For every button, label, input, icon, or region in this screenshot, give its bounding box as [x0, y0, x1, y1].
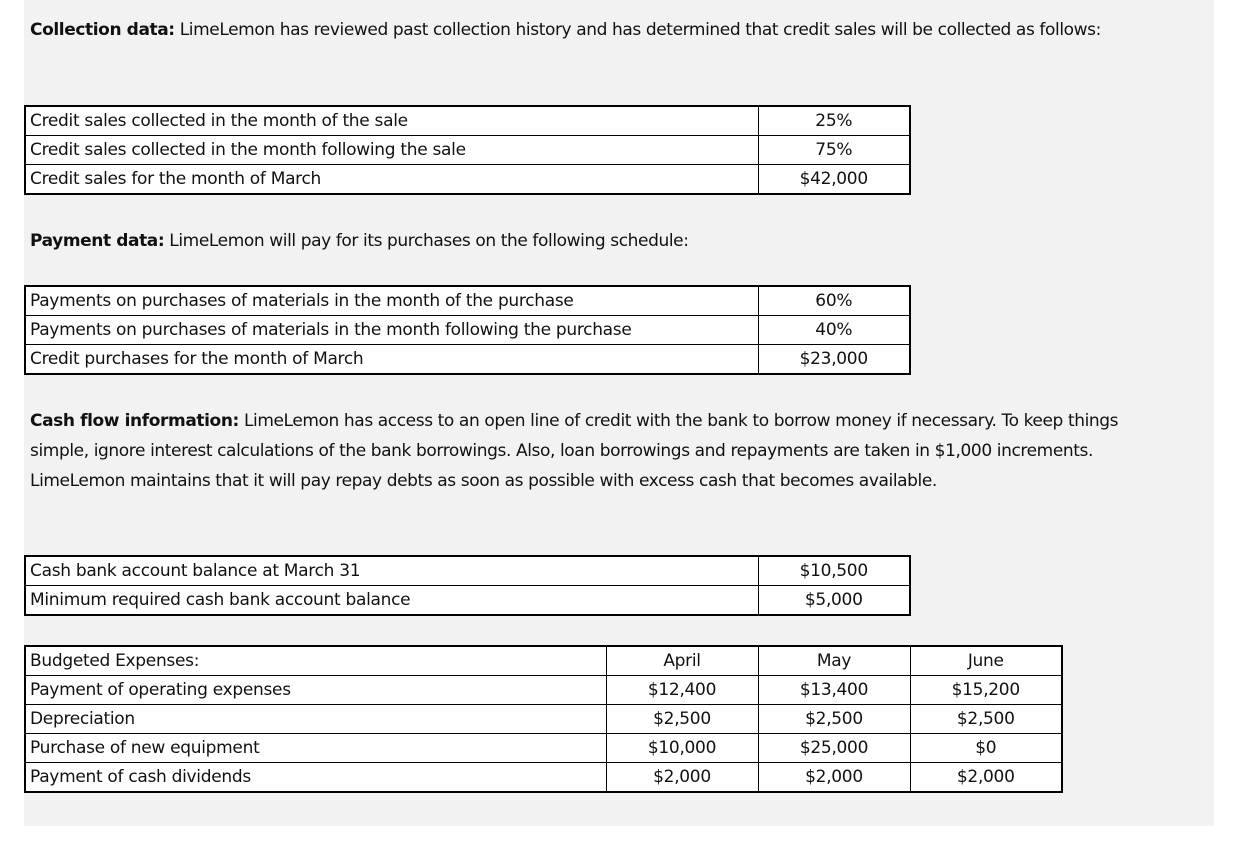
- column-header-april: April: [606, 646, 758, 676]
- cash-balance-table: [24, 555, 911, 616]
- table-row: [25, 286, 910, 316]
- collection-heading: Collection data:: [30, 20, 175, 40]
- expense-june: $2,500: [910, 705, 1062, 734]
- cashflow-text-1: LimeLemon has access to an open line of credit with the bank to borrow money if necessary. To keep things: [243, 411, 1119, 431]
- collection-value: 75%: [758, 136, 910, 165]
- collection-label: Credit sales collected in the month of the sale: [25, 106, 758, 136]
- cash-balance-label: Cash bank account balance at March 31: [25, 556, 758, 586]
- table-row: [25, 763, 1062, 793]
- payment-text: LimeLemon will pay for its purchases on the following schedule:: [169, 231, 689, 251]
- payment-label: Payments on purchases of materials in the month of the purchase: [25, 286, 758, 316]
- expense-may: $2,500: [758, 705, 910, 734]
- table-row: [25, 136, 910, 165]
- cash-balance-value: $10,500: [758, 556, 910, 586]
- column-header-june: June: [910, 646, 1062, 676]
- collection-label: Credit sales collected in the month following the sale: [25, 136, 758, 165]
- table-row: [25, 345, 910, 375]
- budgeted-expenses-table: [24, 645, 1063, 793]
- table-row: [25, 106, 910, 136]
- table-row: [25, 316, 910, 345]
- collection-paragraph: [30, 15, 1101, 45]
- cash-balance-value: $5,000: [758, 586, 910, 616]
- expense-label: Payment of operating expenses: [25, 676, 606, 705]
- payment-paragraph: [30, 226, 689, 256]
- expense-label: Payment of cash dividends: [25, 763, 606, 793]
- cashflow-line-2: simple, ignore interest calculations of the bank borrowings. Also, loan borrowings and repayments are taken in $1,000 increments.: [30, 441, 1093, 461]
- payment-value: 40%: [758, 316, 910, 345]
- collection-text: LimeLemon has reviewed past collection history and has determined that credit sales will be collected as follows:: [179, 20, 1101, 40]
- expense-april: $12,400: [606, 676, 758, 705]
- cashflow-paragraph: [30, 406, 1118, 496]
- expense-april: $2,500: [606, 705, 758, 734]
- expenses-header-label: Budgeted Expenses:: [25, 646, 606, 676]
- payment-table: [24, 285, 911, 375]
- collection-value: 25%: [758, 106, 910, 136]
- cashflow-heading: Cash flow information:: [30, 411, 239, 431]
- cashflow-line-1: [30, 406, 1118, 436]
- expense-may: $25,000: [758, 734, 910, 763]
- expense-may: $2,000: [758, 763, 910, 793]
- cashflow-line-3: LimeLemon maintains that it will pay repay debts as soon as possible with excess cash that becomes available.: [30, 471, 937, 491]
- collection-table: [24, 105, 911, 195]
- table-row: [25, 165, 910, 195]
- table-row: [25, 734, 1062, 763]
- table-row: [25, 705, 1062, 734]
- collection-label: Credit sales for the month of March: [25, 165, 758, 195]
- expense-june: $2,000: [910, 763, 1062, 793]
- payment-heading: Payment data:: [30, 231, 165, 251]
- expense-june: $0: [910, 734, 1062, 763]
- expense-may: $13,400: [758, 676, 910, 705]
- expense-june: $15,200: [910, 676, 1062, 705]
- expense-label: Depreciation: [25, 705, 606, 734]
- payment-value: $23,000: [758, 345, 910, 375]
- table-row: [25, 556, 910, 586]
- table-row: [25, 586, 910, 616]
- payment-label: Payments on purchases of materials in the month following the purchase: [25, 316, 758, 345]
- collection-value: $42,000: [758, 165, 910, 195]
- expense-label: Purchase of new equipment: [25, 734, 606, 763]
- payment-value: 60%: [758, 286, 910, 316]
- payment-label: Credit purchases for the month of March: [25, 345, 758, 375]
- expense-april: $10,000: [606, 734, 758, 763]
- expense-april: $2,000: [606, 763, 758, 793]
- cash-balance-label: Minimum required cash bank account balance: [25, 586, 758, 616]
- table-header-row: [25, 646, 1062, 676]
- table-row: [25, 676, 1062, 705]
- column-header-may: May: [758, 646, 910, 676]
